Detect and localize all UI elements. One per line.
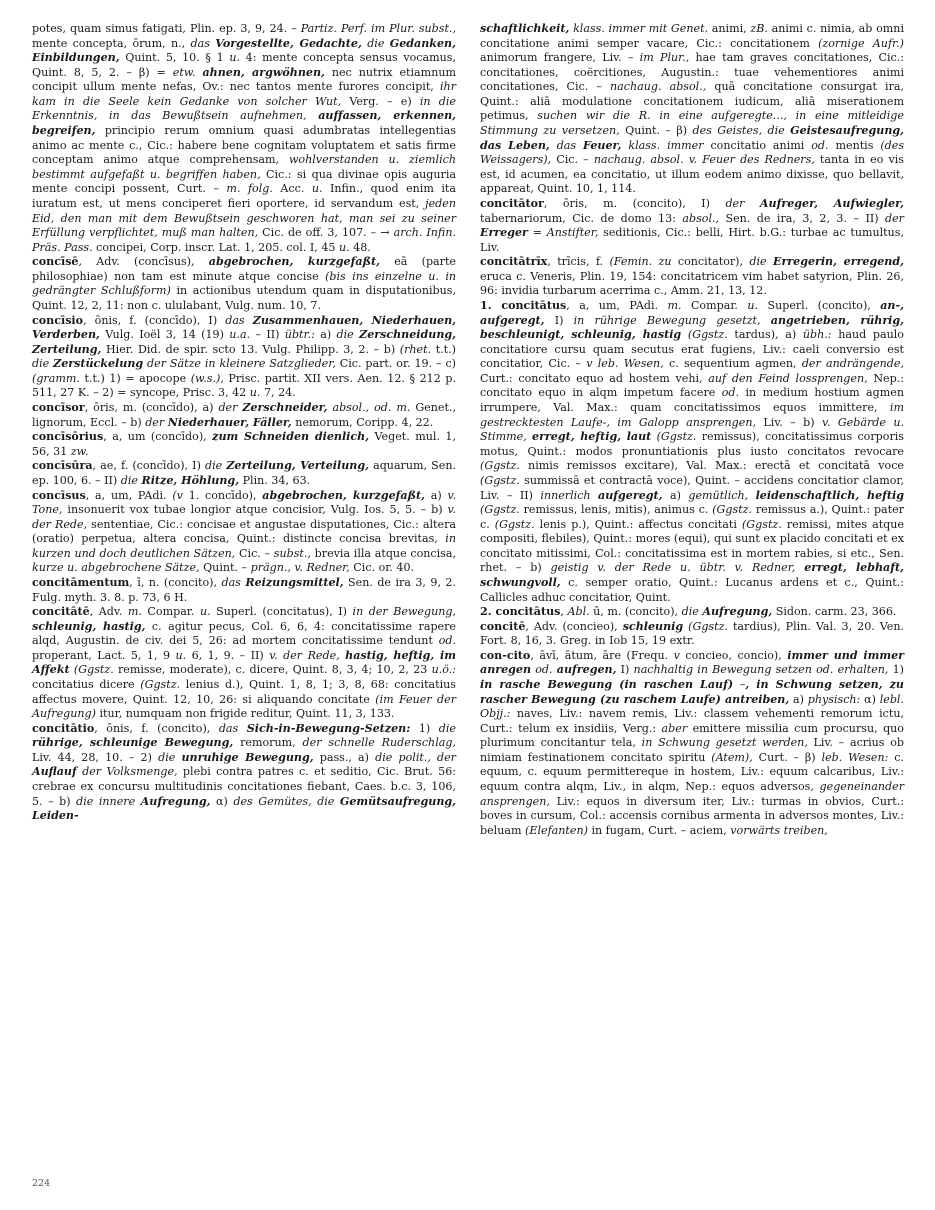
- dictionary-entry-continuation: potes, quam simus fatigati, Plin. ep. 3, 9, 24. – Partiz. Perf. im Plur. subst., mente concepta, ōrum, n., das Vorgestellte, Gedachte, die Gedanken, Einbildungen, Quint. 5, 10. § 1 u. 4: mente concepta sensus vocamus, Quint. 8, 5, 2. – β) = etw. ahnen, argwöhnen, nec nutrix etiamnum concipit ullum mente nefas, Ov.: nec tantos mente furores concipit, ihr kam in die Seele kein Gedanke von solcher Wut, Verg. – e) in die Erkenntnis, in das Bewußtsein aufnehmen, auffassen, erkennen, begreifen, principio rerum omnium quasi adumbratas intellegentias animo ac mente c., Cic.: habere bene cognitam voluptatem et satis firme conceptam animo atque comprehensam, wohlverstanden u. ziemlich bestimmt aufgefaßt u. begriffen haben, Cic.: si qua divinae opis auguria mente concipi possent, Curt. – m. folg. Acc. u. Infin., quod enim ita iuratum est, ut mens conciperet fieri oportere, id servandum est, jeden Eid, den man mit dem Bewußtsein geschworen hat, man sei zu seiner Erfüllung verpflichtet, muß man halten, Cic. de off. 3, 107. – → arch. Infin. Präs. Pass. concipei, Corp. inscr. Lat. 1, 205. col. I, 45 u. 48.: [32, 22, 456, 254]
- dictionary-entry: concitātor, ōris, m. (concito), I) der Aufreger, Aufwiegler, tabernariorum, Cic. de domo 13: absol., Sen. de ira, 3, 2, 3. – II) der Erreger = Anstifter, seditionis, Cic.: belli, Hirt. b.G.: turbae ac tumultus, Liv.: [480, 196, 904, 254]
- dictionary-entry: concīsio, ōnis, f. (concīdo), I) das Zusammenhauen, Niederhauen, Verderben, Vulg. Ioël 3, 14 (19) u.a. – II) übtr.: a) die Zerschneidung, Zerteilung, Hier. Did. de spir. scto 13. Vulg. Philipp. 3, 2. – b) (rhet. t.t.) die Zerstückelung der Sätze in kleinere Satzglieder, Cic. part. or. 19. – c) (gramm. t.t.) 1) = apocope (w.s.), Prisc. partit. XII vers. Aen. 12. § 212 p. 511, 27 K. – 2) = syncope, Prisc. 3, 42 u. 7, 24.: [32, 313, 457, 400]
- dictionary-entry: concitātrīx, trīcis, f. (Femin. zu concitator), die Erregerin, erregend, eruca c. Veneris, Plin. 19, 154: concitatricem vim habet satyrion, Plin. 26, 96: invidia turbarum acerrima c., Amm. 21, 13, 12.: [480, 255, 904, 298]
- dictionary-entry: 2. concitātus, Abl. ū, m. (concito), die Aufregung, Sidon. carm. 23, 366.: [480, 605, 897, 619]
- dictionary-entry: concīsor, ōris, m. (concīdo), a) der Zerschneider, absol., od. m. Genet., lignorum, Eccl. – b) der Niederhauer, Fäller, nemorum, Coripp. 4, 22.: [32, 401, 456, 429]
- dictionary-entry: concitātē, Adv. m. Compar. u. Superl. (concitatus), I) in der Bewegung, schleunig, hastig, c. agitur pecus, Col. 6, 6, 4: concitatissime rapere alqd, Augustin. de civ. dei 5, 26: ad mortem concitatissime tendunt od. properant, Lact. 5, 1, 9 u. 6, 1, 9. – II) v. der Rede, hastig, heftig, im Affekt (Ggstz. remisse, moderate), c. dicere, Quint. 8, 3, 4; 10, 2, 23 u.ö.: concitatius dicere (Ggstz. lenius d.), Quint. 1, 8, 1; 3, 8, 68: concitatius affectus movere, Quint. 12, 10, 26: si aliquando concitate (im Feuer der Aufregung) itur, numquam non frigide reditur, Quint. 11, 3, 133.: [32, 605, 457, 721]
- dictionary-entry: concīsus, a, um, PAdi. (v 1. concīdo), abgebrochen, kurzgefaßt, a) v. Tone, insonuerit vox tubae longior atque concisior, Vulg. Ios. 5, 5. – b) v. der Rede, sententiae, Cic.: concisae et angustae disputationes, Cic.: altera (oratio) perpetua, altera concisa, Quint.: distincte concisa brevitas, in kurzen und doch deutlichen Sätzen, Cic. – subst., brevia illa atque concisa, kurze u. abgebrochene Sätze, Quint. – prägn., v. Redner, Cic. or. 40.: [32, 488, 456, 575]
- dictionary-entry: 1. concitātus, a, um, PAdi. m. Compar. u. Superl. (concito), an-, aufgeregt, I) in rührige Bewegung gesetzt, angetrieben, rührig, beschleunigt, schleunig, hastig (Ggstz. tardus), a) übh.: haud paulo concitatiore cursu quam secutus erat fugiens, Liv.: caeli conversio est concitatior, Cic. – v leb. Wesen, c. sequentium agmen, der andrängende, Curt.: concitato equo ad hostem vehi, auf den Feind lossprengen, Nep.: concitato equo in alqm impetum facere od. in medium hostium agmen irrumpere, Val. Max.: quam concitatissimos equos immittere, im gestrecktesten Laufe-, im Galopp ansprengen, Liv. – b) v. Gebärde u. Stimme, erregt, heftig, laut (Ggstz. remissus), concitatissimus corporis motus, Quint.: modos pronuntiationis plus iusto concitatos revocare (Ggstz. nimis remissos excitare), Val. Max.: erectā et concitatā voce (Ggstz. summissā et contractā voce), Quint. – accidens concitatior clamor, Liv. – II) innerlich aufgeregt, a) gemütlich, leidenschaftlich, heftig (Ggstz. remissus, lenis, mitis), animus c. (Ggstz. remissus a.), Quint.: pater c. (Ggstz. lenis p.), Quint.: affectus concitati (Ggstz. remissi, mites atque compositi, flebiles), Quint.: mores (equi), qui sunt ex placido concitati et ex concitato mitissimi, Col.: concitatissima est in mortem rabies, si etc., Sen. rhet. – b) geistig v. der Rede u. übtr. v. Redner, erregt, lebhaft, schwungvoll, c. semper oratio, Quint.: Lucanus ardens et c., Quint.: Callicles adhuc concitatior, Quint.: [480, 298, 904, 604]
- dictionary-entry: concīsōrius, a, um (concīdo), zum Schneiden dienlich, Veget. mul. 1, 56, 31 zw.: [32, 430, 456, 458]
- right-column: [480, 22, 904, 1142]
- dictionary-entry: concīsūra, ae, f. (concīdo), I) die Zerteilung, Verteilung, aquarum, Sen. ep. 100, 6. – II) die Ritze, Höhlung, Plin. 34, 63.: [32, 459, 456, 487]
- dictionary-entry-continuation: schaftlichkeit, klass. immer mit Genet. animi, zB. animi c. nimia, ab omni concitatione animi semper vacare, Cic.: concitationem (zornige Aufr.) animorum frangere, Liv. – im Plur., hae tam graves concitationes, Cic.: concitationes, coërcitiones, Augustin.: tuae vehementiores animi concitationes, Cic. – nachaug. absol., quā concitatione consurgat ira, Quint.: aliā modulatione concitationem iudicum, aliā miserationem petimus, suchen wir die R. in eine aufgeregte..., in eine mitleidige Stimmung zu versetzen, Quint. – β) des Geistes, die Geistesaufregung, das Leben, das Feuer, klass. immer concitatio animi od. mentis (des Weissagers), Cic. – nachaug. absol. v. Feuer des Redners, tanta in eo vis est, id acumen, ea concitatio, ut illum eodem animo dixisse, quo bellavit, appareat, Quint. 10, 1, 114.: [480, 22, 905, 196]
- dictionary-entry: concitātio, ōnis, f. (concito), das Sich-in-Bewegung-Setzen: 1) die rührige, schleunige Bewegung, remorum, der schnelle Ruderschlag, Liv. 44, 28, 10. – 2) die unruhige Bewegung, pass., a) die polit., der Auflauf der Volksmenge, plebi contra patres c. et seditio, Cic. Brut. 56: crebrae ex concursu multitudinis concitationes fiebant, Caes. b.c. 3, 106, 5. – b) die innere Aufregung, α) des Gemütes, die Gemütsaufregung, Leiden-: [32, 721, 457, 823]
- dictionary-entry: concīsē, Adv. (concīsus), abgebrochen, kurzgefaßt, eā (parte philosophiae) non tam est minute atque concise (bis ins einzelne u. in gedrängter Schlußform) in actionibus utendum quam in disputationibus, Quint. 12, 2, 11: non c. ululabant, Vulg. num. 10, 7.: [32, 255, 457, 312]
- page-number: 224: [32, 1178, 51, 1189]
- left-column: [32, 22, 456, 1142]
- page-columns: [32, 22, 904, 1142]
- dictionary-entry: concitē, Adv. (concieo), schleunig (Ggstz. tardius), Plin. Val. 3, 20. Ven. Fort. 8, 16, 3. Greg. in Iob 15, 19 extr.: [480, 619, 904, 648]
- dictionary-entry: con-cito, āvī, ātum, āre (Frequ. v concieo, concio), immer und immer anregen od. aufregen, I) nachhaltig in Bewegung setzen od. erhalten, 1) in rasche Bewegung (in raschen Lauf) –, in Schwung setzen, zu rascher Bewegung (zu raschem Laufe) antreiben, a) physisch: α) lebl. Objj.: naves, Liv.: navem remis, Liv.: classem vehementi remorum ictu, Curt.: telum ex insidiis, Verg.: aber emittere missilia cum procursu, quo plurimum concitantur tela, in Schwung gesetzt werden, Liv. – acrius ob nimiam festinationem concitato spiritu (Atem), Curt. – β) leb. Wesen: c. equum, c. equum permittereque in hostem, Liv.: equum calcaribus, Liv.: equum contra alqm, Liv., in alqm, Nep.: equos adversos, gegeneinander ansprengen, Liv.: equos in diversum iter, Liv.: turmas in obvios, Curt.: boves in cursum, Col.: accensis cornibus armenta in adversos montes, Liv.: beluam (Elefanten) in fugam, Curt. – aciem, vorwärts treiben,: [480, 648, 905, 837]
- dictionary-entry: concitāmentum, ī, n. (concito), das Reizungsmittel, Sen. de ira 3, 9, 2. Fulg. myth. 3. 8. p. 73, 6 H.: [32, 575, 456, 604]
